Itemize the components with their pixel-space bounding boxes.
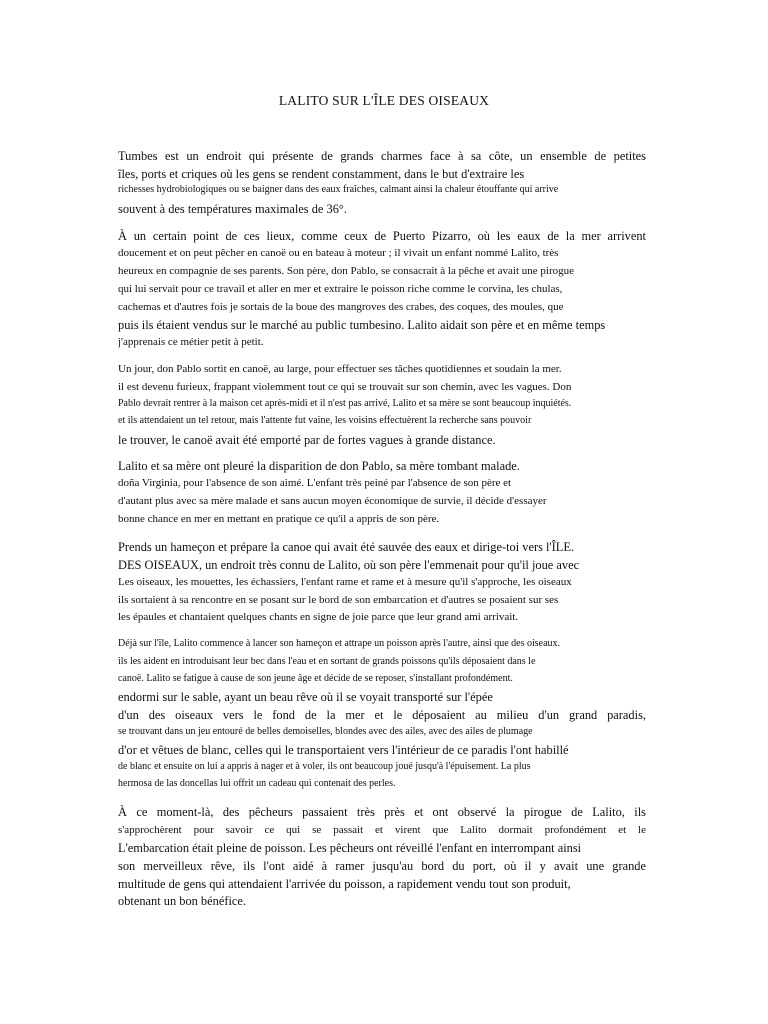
text-line: qui lui servait pour ce travail et aller en mer et extraire le poisson riche comme le corvina, les chulas, — [118, 283, 563, 295]
text-line: Déjà sur l'île, Lalito commence à lancer son hameçon et attrape un poisson après l'autre, ainsi que des oiseaux. — [118, 638, 561, 649]
text-line: doucement et on peut pêcher en canoë ou en bateau à moteur ; il vivait un enfant nommé Lalito, très — [118, 247, 559, 259]
text-line: d'or et vêtues de blanc, celles qui le transportaient vers l'intérieur de ce paradis l'ont habillé — [118, 743, 569, 757]
text-line: À un certain point de ces lieux, comme ceux de Puerto Pizarro, où les eaux de la mer arrivent — [118, 229, 646, 243]
text-line: le trouver, le canoë avait été emporté par de fortes vagues à grande distance. — [118, 433, 496, 447]
text-line: bonne chance en mer en mettant en pratique ce qu'il a appris de son père. — [118, 513, 440, 525]
document-title: LALITO SUR L'ÎLE DES OISEAUX — [278, 93, 490, 108]
text-line: Un jour, don Pablo sortit en canoë, au large, pour effectuer ses tâches quotidiennes et soudain la mer. — [118, 363, 562, 375]
text-line: son merveilleux rêve, ils l'ont aidé à ramer jusqu'au bord du port, où il y avait une grande — [118, 859, 646, 873]
text-line: multitude de gens qui attendaient l'arrivée du poisson, a rapidement vendu tout son produit, — [118, 877, 571, 891]
text-line: ils les aident en introduisant leur bec dans l'eau et en sortant de grands poissons qu'ils déposaient dans le — [118, 656, 536, 667]
text-line: L'embarcation était pleine de poisson. Les pêcheurs ont réveillé l'enfant en interrompant ainsi — [118, 841, 582, 855]
text-line: Les oiseaux, les mouettes, les échassiers, l'enfant rame et rame et à mesure qu'il s'approche, les oiseaux — [118, 576, 572, 588]
text-line: il est devenu furieux, frappant violemment tout ce qui se trouvait sur son chemin, avec les vagues. Don — [118, 381, 572, 393]
text-line: obtenant un bon bénéfice. — [118, 894, 246, 908]
text-line: ils sortaient à sa rencontre en se posant sur le bord de son embarcation et d'autres se posaient sur ses — [118, 594, 559, 606]
text-line: les épaules et chantaient quelques chants en signe de joie parce que leur grand ami arrivait. — [118, 611, 519, 623]
text-line: endormi sur le sable, ayant un beau rêve où il se voyait transporté sur l'épée — [118, 690, 493, 704]
text-line: Prends un hameçon et prépare la canoe qui avait été sauvée des eaux et dirige-toi vers l'ÎLE. — [118, 540, 575, 554]
text-line: richesses hydrobiologiques ou se baigner dans des eaux fraîches, calmant ainsi la chaleur étouffante qui arrive — [118, 184, 559, 195]
text-line: heureux en compagnie de ses parents. Son père, don Pablo, se consacrait à la pêche et avait une pirogue — [118, 265, 575, 277]
text-line: j'apprenais ce métier petit à petit. — [118, 336, 264, 348]
text-line: d'autant plus avec sa mère malade et sans aucun moyen économique de survie, il décide d'essayer — [118, 495, 547, 507]
text-line: puis ils étaient vendus sur le marché au public tumbesino. Lalito aidait son père et en même temps — [118, 318, 606, 332]
text-line: canoë. Lalito se fatigue à cause de son jeune âge et décide de se reposer, s'installant profondément. — [118, 673, 513, 684]
text-line: À ce moment-là, des pêcheurs passaient très près et ont observé la pirogue de Lalito, ils — [118, 805, 646, 819]
text-line: se trouvant dans un jeu entouré de belles demoiselles, blondes avec des ailes, avec des ailes de plumage — [118, 726, 533, 737]
text-line: s'approchèrent pour savoir ce qui se passait et virent que Lalito dormait profondément et le — [118, 824, 646, 836]
text-line: d'un des oiseaux vers le fond de la mer et le déposaient au milieu d'un grand paradis, — [118, 708, 646, 722]
text-line: Tumbes est un endroit qui présente de grands charmes face à sa côte, un ensemble de petites — [118, 149, 646, 163]
text-line: et ils attendaient un tel retour, mais l'attente fut vaine, les voisins effectuèrent la recherche sans pouvoir — [118, 415, 532, 426]
text-line: Lalito et sa mère ont pleuré la disparition de don Pablo, sa mère tombant malade. — [118, 459, 520, 473]
text-line: de blanc et ensuite on lui a appris à nager et à voler, ils ont beaucoup joué jusqu'à l'épuisement. La plus — [118, 761, 531, 772]
text-line: Pablo devrait rentrer à la maison cet après-midi et il n'est pas arrivé, Lalito et sa mère se sont beaucoup inquiétés. — [118, 398, 572, 409]
text-line: doña Virginia, pour l'absence de son aimé. L'enfant très peiné par l'absence de son père et — [118, 477, 512, 489]
text-line: souvent à des températures maximales de 36°. — [118, 202, 347, 216]
text-line: cachemas et d'autres fois je sortais de la boue des mangroves des crabes, des coques, des moules, que — [118, 301, 564, 313]
text-line: îles, ports et criques où les gens se rendent constamment, dans le but d'extraire les — [118, 167, 525, 181]
text-line: hermosa de las doncellas lui offrit un cadeau qui contenait des perles. — [118, 778, 396, 789]
text-line: DES OISEAUX, un endroit très connu de Lalito, où son père l'emmenait pour qu'il joue avec — [118, 558, 580, 572]
